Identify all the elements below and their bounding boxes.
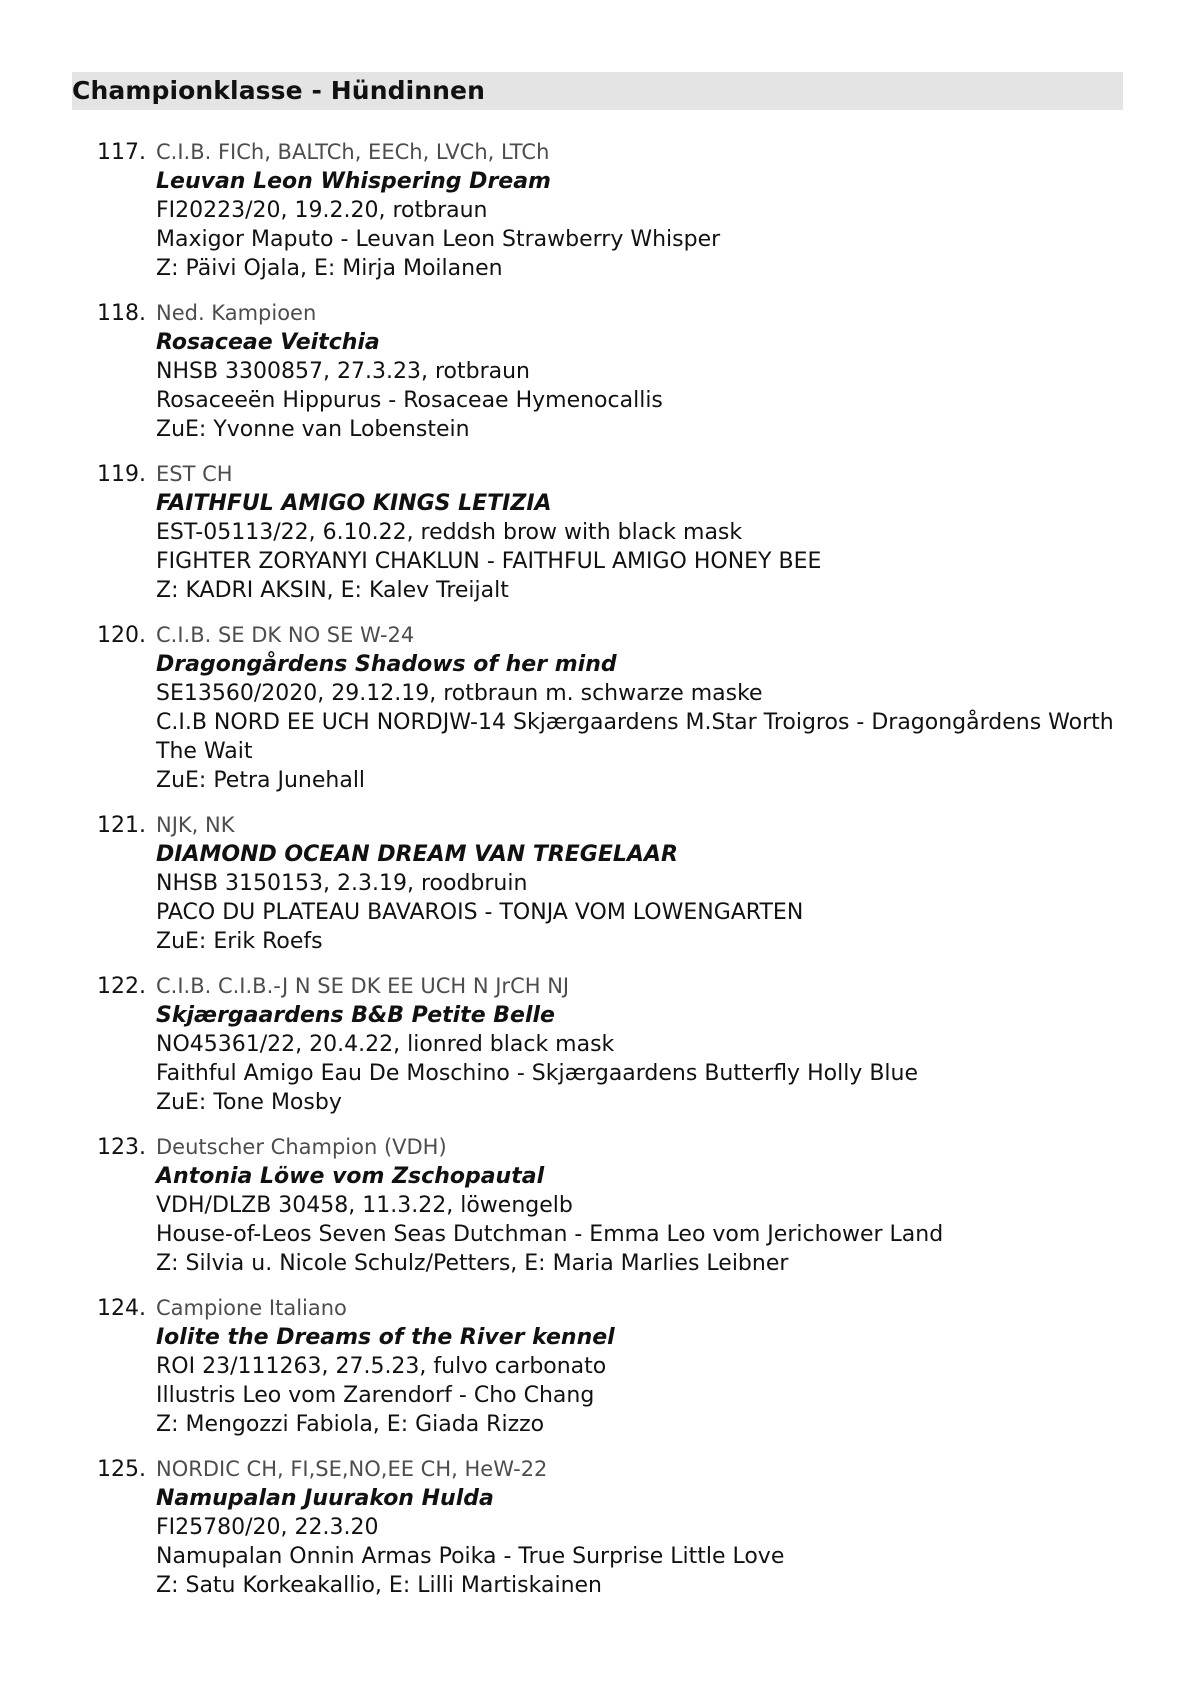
entry-breeder-owner: Z: KADRI AKSIN, E: Kalev Treijalt (156, 578, 509, 603)
entry-titles: NORDIC CH, FI,SE,NO,EE CH, HeW-22 (156, 1457, 548, 1481)
entry-body (156, 1455, 1121, 1600)
entry-number: 121. (97, 813, 146, 838)
entry-parents: FIGHTER ZORYANYI CHAKLUN - FAITHFUL AMIGO HONEY BEE (156, 549, 822, 574)
entry-titles: C.I.B. SE DK NO SE W-24 (156, 623, 415, 647)
entry-number: 125. (97, 1457, 146, 1482)
entry-parents: Rosaceeën Hippurus - Rosaceae Hymenocallis (156, 388, 663, 413)
entry-titles: C.I.B. FICh, BALTCh, EECh, LVCh, LTCh (156, 140, 550, 164)
entry-number: 124. (97, 1296, 146, 1321)
entry-registration: NO45361/22, 20.4.22, lionred black mask (156, 1032, 615, 1057)
entry-number: 119. (97, 462, 146, 487)
entry-body (156, 1133, 1121, 1278)
entry-124 (0, 1294, 1190, 1439)
entry-parents: C.I.B NORD EE UCH NORDJW-14 Skjærgaardens M.Star Troigros - Dragongårdens Worth The Wait (156, 710, 1114, 764)
entry-body (156, 811, 1121, 956)
entry-body (156, 299, 1121, 444)
entry-registration: NHSB 3150153, 2.3.19, roodbruin (156, 871, 528, 896)
entry-body (156, 1294, 1121, 1439)
entry-123 (0, 1133, 1190, 1278)
entry-number: 122. (97, 974, 146, 999)
entry-dog-name: Rosaceae Veitchia (156, 330, 380, 355)
entry-titles: Ned. Kampioen (156, 301, 317, 325)
entry-parents: Maxigor Maputo - Leuvan Leon Strawberry Whisper (156, 227, 721, 252)
entry-breeder-owner: Z: Mengozzi Fabiola, E: Giada Rizzo (156, 1412, 545, 1437)
entry-120 (0, 621, 1190, 795)
entry-number: 117. (97, 140, 146, 165)
entry-body (156, 460, 1121, 605)
entry-parents: PACO DU PLATEAU BAVAROIS - TONJA VOM LOWENGARTEN (156, 900, 804, 925)
entry-breeder-owner: Z: Satu Korkeakallio, E: Lilli Martiskainen (156, 1573, 602, 1598)
entry-breeder-owner: Z: Silvia u. Nicole Schulz/Petters, E: Maria Marlies Leibner (156, 1251, 789, 1276)
entry-dog-name: Leuvan Leon Whispering Dream (156, 169, 551, 194)
entry-parents: Faithful Amigo Eau De Moschino - Skjærgaardens Butterfly Holly Blue (156, 1061, 918, 1086)
entry-titles: NJK, NK (156, 813, 235, 837)
entry-titles: Campione Italiano (156, 1296, 347, 1320)
entry-registration: VDH/DLZB 30458, 11.3.22, löwengelb (156, 1193, 573, 1218)
entry-121 (0, 811, 1190, 956)
entry-dog-name: Dragongårdens Shadows of her mind (156, 652, 617, 677)
entry-titles: Deutscher Champion (VDH) (156, 1135, 447, 1159)
entry-list (0, 138, 1190, 1616)
entry-number: 118. (97, 301, 146, 326)
entry-dog-name: Iolite the Dreams of the River kennel (156, 1325, 615, 1350)
entry-body (156, 972, 1121, 1117)
entry-registration: SE13560/2020, 29.12.19, rotbraun m. schwarze maske (156, 681, 763, 706)
entry-breeder-owner: ZuE: Yvonne van Lobenstein (156, 417, 470, 442)
entry-dog-name: Namupalan Juurakon Hulda (156, 1486, 494, 1511)
entry-parents: House-of-Leos Seven Seas Dutchman - Emma Leo vom Jerichower Land (156, 1222, 944, 1247)
entry-number: 120. (97, 623, 146, 648)
entry-breeder-owner: ZuE: Erik Roefs (156, 929, 323, 954)
entry-registration: ROI 23/111263, 27.5.23, fulvo carbonato (156, 1354, 607, 1379)
entry-parents: Illustris Leo vom Zarendorf - Cho Chang (156, 1383, 595, 1408)
entry-122 (0, 972, 1190, 1117)
entry-dog-name: Antonia Löwe vom Zschopautal (156, 1164, 545, 1189)
entry-dog-name: FAITHFUL AMIGO KINGS LETIZIA (156, 491, 552, 516)
entry-body (156, 138, 1121, 283)
entry-breeder-owner: Z: Päivi Ojala, E: Mirja Moilanen (156, 256, 503, 281)
entry-parents: Namupalan Onnin Armas Poika - True Surprise Little Love (156, 1544, 785, 1569)
entry-registration: EST-05113/22, 6.10.22, reddsh brow with black mask (156, 520, 743, 545)
section-header (72, 72, 1123, 110)
entry-dog-name: DIAMOND OCEAN DREAM VAN TREGELAAR (156, 842, 678, 867)
entry-125 (0, 1455, 1190, 1600)
entry-breeder-owner: ZuE: Petra Junehall (156, 768, 366, 793)
section-title: Championklasse - Hündinnen (72, 76, 486, 105)
entry-118 (0, 299, 1190, 444)
entry-number: 123. (97, 1135, 146, 1160)
entry-breeder-owner: ZuE: Tone Mosby (156, 1090, 342, 1115)
entry-119 (0, 460, 1190, 605)
entry-body (156, 621, 1121, 795)
entry-117 (0, 138, 1190, 283)
entry-dog-name: Skjærgaardens B&B Petite Belle (156, 1003, 555, 1028)
entry-titles: EST CH (156, 462, 233, 486)
entry-registration: NHSB 3300857, 27.3.23, rotbraun (156, 359, 530, 384)
entry-registration: FI20223/20, 19.2.20, rotbraun (156, 198, 488, 223)
entry-titles: C.I.B. C.I.B.-J N SE DK EE UCH N JrCH NJ (156, 974, 570, 998)
entry-registration: FI25780/20, 22.3.20 (156, 1515, 379, 1540)
